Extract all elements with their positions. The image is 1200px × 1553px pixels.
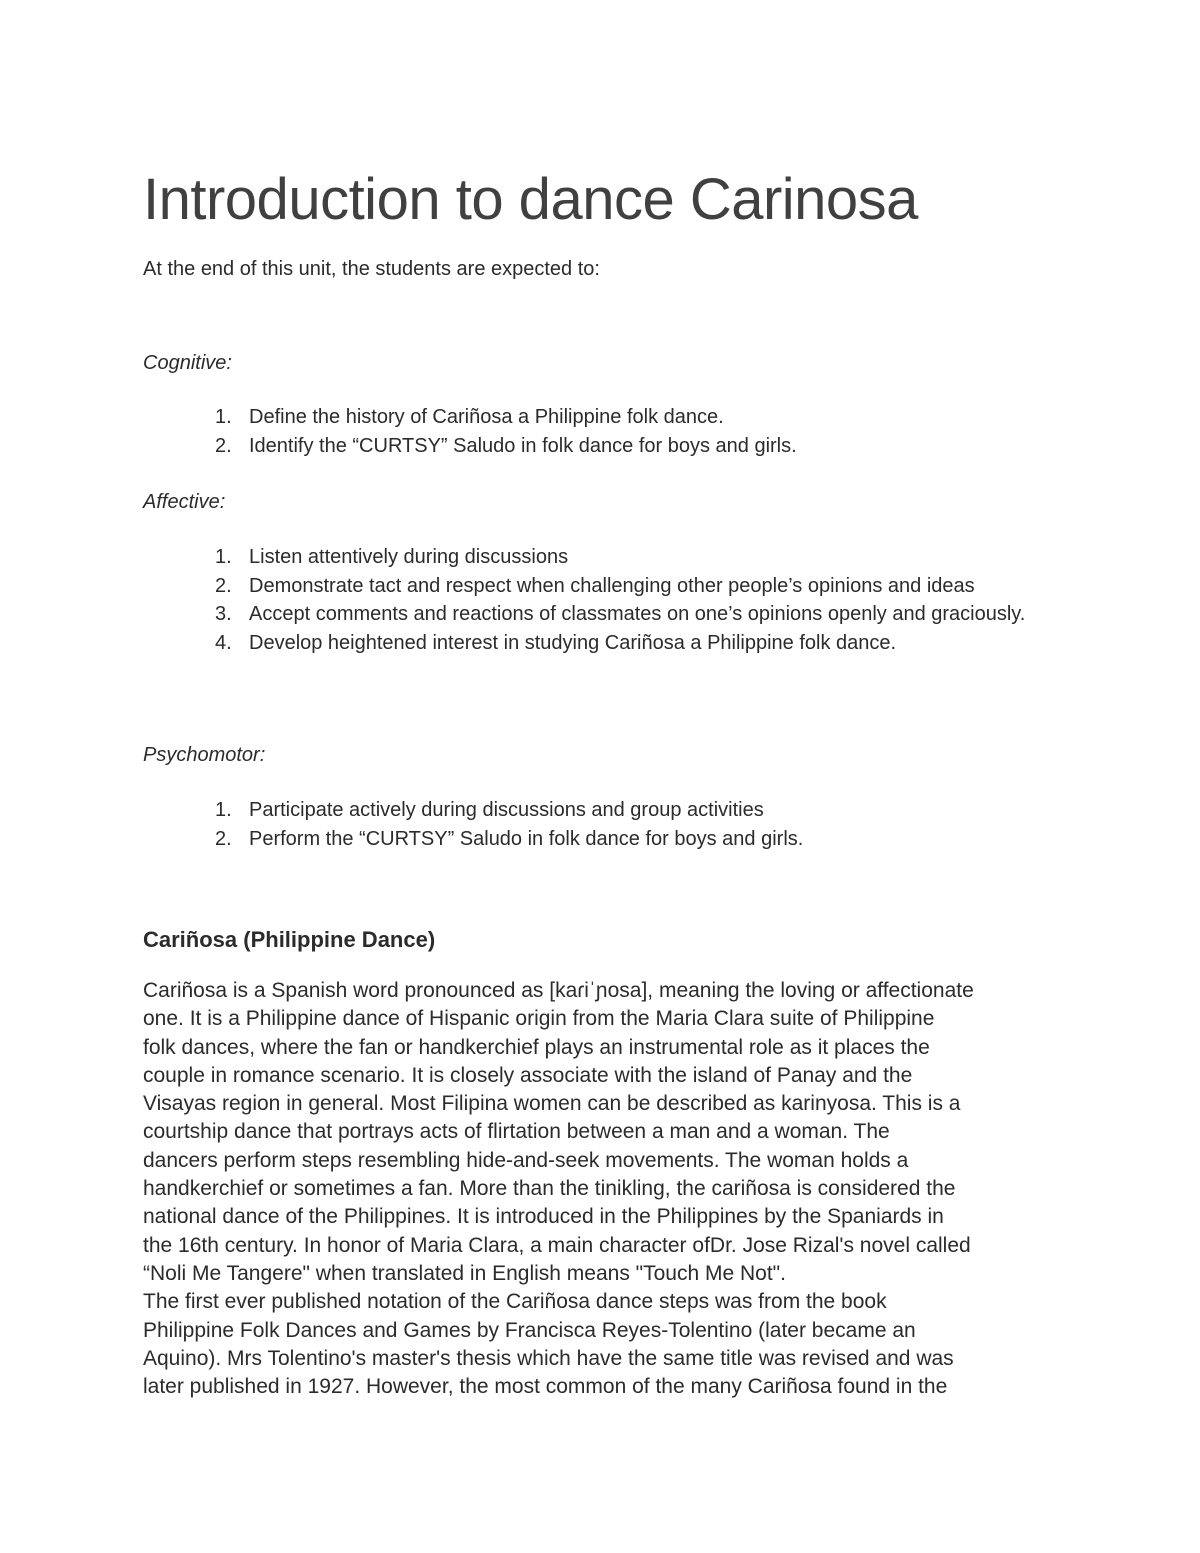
section-label-cognitive: Cognitive: — [143, 352, 232, 374]
intro-text: At the end of this unit, the students are expected to: — [143, 258, 600, 280]
list-item: 2. Demonstrate tact and respect when challenging other people’s opinions and ideas — [215, 574, 975, 597]
body-line: folk dances, where the fan or handkerchief plays an instrumental role as it places the — [143, 1035, 930, 1059]
body-line: handkerchief or sometimes a fan. More than the tinikling, the cariñosa is considered the — [143, 1177, 956, 1201]
body-line: later published in 1927. However, the most common of the many Cariñosa found in the — [143, 1375, 948, 1399]
list-item: 1. Define the history of Cariñosa a Philippine folk dance. — [215, 406, 724, 428]
page-title: Introduction to dance Carinosa — [143, 167, 918, 232]
list-item: 4. Develop heightened interest in studying Cariñosa a Philippine folk dance. — [215, 631, 897, 654]
body-line: dancers perform steps resembling hide-and-seek movements. The woman holds a — [143, 1148, 909, 1172]
body-line: “Noli Me Tangere" when translated in English means "Touch Me Not". — [143, 1261, 786, 1285]
body-line: courtship dance that portrays acts of flirtation between a man and a woman. The — [143, 1120, 890, 1144]
body-line: couple in romance scenario. It is closely associate with the island of Panay and the — [143, 1063, 913, 1087]
body-line: The first ever published notation of the Cariñosa dance steps was from the book — [143, 1290, 887, 1314]
list-item: 1. Listen attentively during discussions — [215, 546, 569, 568]
list-item: 3. Accept comments and reactions of classmates on one’s opinions openly and graciously. — [215, 603, 1026, 625]
body-line: the 16th century. In honor of Maria Clara, a main character ofDr. Jose Rizal's novel called — [143, 1233, 971, 1257]
list-item: 1. Participate actively during discussions and group activities — [215, 799, 764, 821]
list-item: 2. Perform the “CURTSY” Saludo in folk dance for boys and girls. — [215, 827, 804, 850]
body-line: Aquino). Mrs Tolentino's master's thesis which have the same title was revised and was — [143, 1346, 954, 1370]
section-heading: Cariñosa (Philippine Dance) — [143, 927, 436, 952]
body-line: Visayas region in general. Most Filipina women can be described as karinyosa. This is a — [143, 1092, 961, 1116]
section-label-affective: Affective: — [143, 491, 226, 513]
list-item: 2. Identify the “CURTSY” Saludo in folk dance for boys and girls. — [215, 434, 797, 457]
body-paragraph — [143, 977, 1063, 1401]
psychomotor-list — [143, 796, 1049, 853]
body-line: national dance of the Philippines. It is introduced in the Philippines by the Spaniards in — [143, 1205, 944, 1229]
body-line: one. It is a Philippine dance of Hispanic origin from the Maria Clara suite of Philippine — [143, 1007, 935, 1031]
cognitive-list — [143, 403, 1049, 460]
body-line: Cariñosa is a Spanish word pronounced as [kaɾiˈɲosa], meaning the loving or affectionate — [143, 979, 974, 1002]
body-line: Philippine Folk Dances and Games by Francisca Reyes-Tolentino (later became an — [143, 1318, 916, 1342]
section-label-psychomotor: Psychomotor: — [143, 744, 266, 766]
affective-list — [143, 543, 1049, 657]
